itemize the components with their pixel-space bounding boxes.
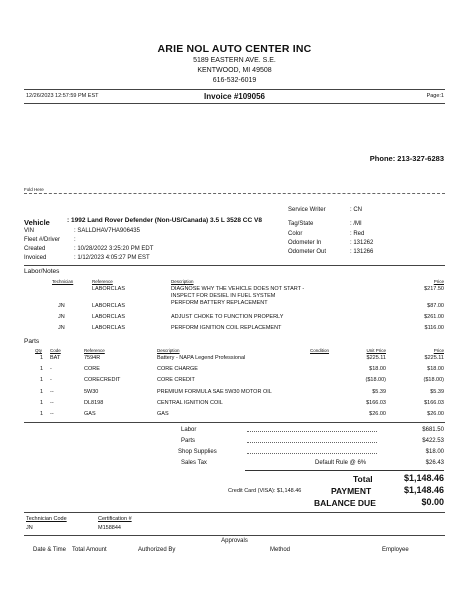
labor-reference: LABORCLAS <box>92 325 126 331</box>
parts-section-title: Parts <box>24 338 40 345</box>
total-rule <box>245 470 444 471</box>
labor-description-cont: INSPECT FOR DESIEL IN FUEL SYSTEM <box>171 293 276 299</box>
vehicle-label: Vehicle <box>24 218 50 227</box>
invoice-bar-divider <box>24 103 445 104</box>
totals-value: $26.43 <box>425 460 444 466</box>
shop-address-line2: KENTWOOD, MI 49508 <box>197 67 272 74</box>
labor-technician: JN <box>58 325 65 331</box>
part-price: $5.39 <box>430 389 444 395</box>
labor-header-description: Description <box>171 279 194 284</box>
vehicle-divider <box>24 265 445 266</box>
part-reference: DL8198 <box>84 400 104 406</box>
payment-note: Credit Card (VISA): $1,148.46 <box>228 488 302 494</box>
part-reference: CORE <box>84 366 100 372</box>
shop-phone: 616-532-6019 <box>212 77 257 84</box>
part-reference: GAS <box>84 411 96 417</box>
payment-label: PAYMENT <box>331 486 372 496</box>
leader-dots <box>247 442 377 443</box>
part-reference: 7594R <box>84 355 101 361</box>
color-value: : Red <box>350 231 365 237</box>
right-field-label: Odometer In <box>288 240 322 246</box>
parts-divider <box>24 422 445 423</box>
labor-price: $217.50 <box>424 286 444 292</box>
right-field-label: Color <box>288 231 303 237</box>
vin-value: : SALLDHAV7HA906435 <box>74 228 140 234</box>
odometer-in-value: : 131262 <box>350 240 374 246</box>
parts-header-qty: Qty <box>35 348 43 353</box>
totals-divider <box>24 512 445 513</box>
invoice-number: Invoice #109056 <box>204 92 265 101</box>
cert-number: M158844 <box>98 525 121 531</box>
part-price: $166.03 <box>424 400 444 406</box>
part-code: BAT <box>50 355 61 361</box>
approvals-title: Approvals <box>221 538 248 544</box>
part-qty: 1 <box>40 411 44 417</box>
part-unit-price: $166.03 <box>366 400 386 406</box>
labor-description: PERFORM BATTERY REPLACEMENT <box>171 300 268 306</box>
cert-header-certification: Certification # <box>98 516 132 522</box>
part-qty: 1 <box>40 366 44 372</box>
labor-technician: JN <box>58 314 65 320</box>
right-field-label: Tag/State <box>288 221 314 227</box>
part-code: -- <box>50 411 54 417</box>
totals-value: $422.53 <box>422 438 444 444</box>
leader-dots <box>247 453 377 454</box>
cert-technician: JN <box>26 525 33 531</box>
part-price: $26.00 <box>427 411 444 417</box>
header-divider <box>24 89 445 90</box>
shop-name: ARIE NOL AUTO CENTER INC <box>157 43 312 55</box>
parts-header-condition: Condition <box>310 348 330 353</box>
labor-header-price: Price <box>433 279 444 284</box>
totals-label: Sales Tax <box>181 460 207 466</box>
parts-header-description: Description <box>157 348 180 353</box>
part-qty: 1 <box>40 400 44 406</box>
part-unit-price: $225.11 <box>366 355 386 361</box>
part-price: $18.00 <box>427 366 444 372</box>
tag-state-value: : /MI <box>350 221 362 227</box>
labor-description: DIAGNOSE WHY THE VEHICLE DOES NOT START - <box>171 286 305 292</box>
totals-value: $681.50 <box>422 427 444 433</box>
part-qty: 1 <box>40 355 44 361</box>
part-unit-price: ($18.00) <box>365 377 386 383</box>
fold-line <box>24 193 445 194</box>
cert-divider <box>24 535 445 536</box>
parts-header-unit-price: Unit Price <box>366 348 386 353</box>
vehicle-field-label: VIN <box>24 228 35 234</box>
balance-due-value: $0.00 <box>421 497 444 507</box>
parts-header-price: Price <box>433 348 444 353</box>
part-unit-price: $18.00 <box>369 366 386 372</box>
part-code: -- <box>50 389 54 395</box>
labor-section-title: Labor/Notes <box>24 268 60 275</box>
right-field-label: Odometer Out <box>288 249 327 255</box>
part-unit-price: $26.00 <box>369 411 386 417</box>
labor-header-reference: Reference <box>92 279 113 284</box>
labor-description: ADJUST CHOKE TO FUNCTION PROPERLY <box>171 314 284 320</box>
part-code: - <box>50 377 52 383</box>
fold-note: Fold Here <box>24 187 44 192</box>
odometer-out-value: : 131266 <box>350 249 374 255</box>
part-description: CORE CREDIT <box>157 377 195 383</box>
total-label: Total <box>353 474 373 484</box>
totals-label: Labor <box>181 427 197 433</box>
page-number: Page:1 <box>426 93 444 99</box>
part-unit-price: $5.39 <box>372 389 386 395</box>
totals-value: $18.00 <box>425 449 444 455</box>
cert-header-technician: Technician Code <box>26 516 67 522</box>
labor-reference: LABORCLAS <box>92 303 126 309</box>
created-value: : 10/28/2022 3:25:20 PM EDT <box>74 246 154 252</box>
right-field-label: Service Writer <box>288 207 326 213</box>
part-reference: CORECREDIT <box>84 377 121 383</box>
part-qty: 1 <box>40 389 44 395</box>
customer-phone: Phone: 213-327-6283 <box>369 154 444 163</box>
shop-address-line1: 5189 EASTERN AVE. S.E. <box>193 57 276 64</box>
part-description: GAS <box>157 411 169 417</box>
part-code: - <box>50 366 52 372</box>
part-description: Battery - NAPA Legend Professional <box>157 355 246 361</box>
part-reference: 5W30 <box>84 389 99 395</box>
part-description: PREMIUM FORMULA SAE 5W30 MOTOR OIL <box>157 389 272 395</box>
approvals-col-total-amount: Total Amount <box>72 547 107 553</box>
tax-rule: Default Rule @ 6% <box>315 460 367 466</box>
labor-reference: LABORCLAS <box>92 286 126 292</box>
labor-header-technician: Technician <box>52 279 74 284</box>
vehicle-field-label: Invoiced <box>24 255 47 261</box>
labor-price: $116.00 <box>424 325 444 331</box>
part-description: CENTRAL IGNITION COIL <box>157 400 223 406</box>
fleet-driver-value: : <box>74 237 76 243</box>
total-value: $1,148.46 <box>403 473 444 483</box>
part-code: -- <box>50 400 54 406</box>
print-datetime: 12/26/2023 12:57:59 PM EST <box>26 93 99 99</box>
labor-reference: LABORCLAS <box>92 314 126 320</box>
balance-due-label: BALANCE DUE <box>314 498 376 508</box>
service-writer-value: : CN <box>350 207 362 213</box>
approvals-col-datetime: Date & Time <box>33 547 67 553</box>
part-description: CORE CHARGE <box>157 366 198 372</box>
labor-price: $261.00 <box>424 314 444 320</box>
parts-header-reference: Reference <box>84 348 105 353</box>
approvals-col-employee: Employee <box>382 547 409 553</box>
approvals-col-authorized-by: Authorized By <box>138 547 176 553</box>
labor-technician: JN <box>58 303 65 309</box>
part-qty: 1 <box>40 377 44 383</box>
payment-value: $1,148.46 <box>403 485 444 495</box>
invoiced-value: : 1/12/2023 4:05:27 PM EST <box>74 255 150 261</box>
vehicle-description: : 1992 Land Rover Defender (Non-US/Canada) 3.5 L 3528 CC V8 <box>67 217 262 224</box>
totals-label: Parts <box>181 438 196 444</box>
approvals-col-method: Method <box>270 547 291 553</box>
labor-description: PERFORM IGNITION COIL REPLACEMENT <box>171 325 282 331</box>
vehicle-field-label: Created <box>24 246 46 252</box>
leader-dots <box>247 431 377 432</box>
totals-label: Shop Supplies <box>178 449 217 455</box>
labor-price: $87.00 <box>427 303 444 309</box>
vehicle-field-label: Fleet #/Driver <box>24 237 61 243</box>
part-price: $225.11 <box>424 355 444 361</box>
part-price: ($18.00) <box>423 377 444 383</box>
parts-header-code: Code <box>50 348 61 353</box>
